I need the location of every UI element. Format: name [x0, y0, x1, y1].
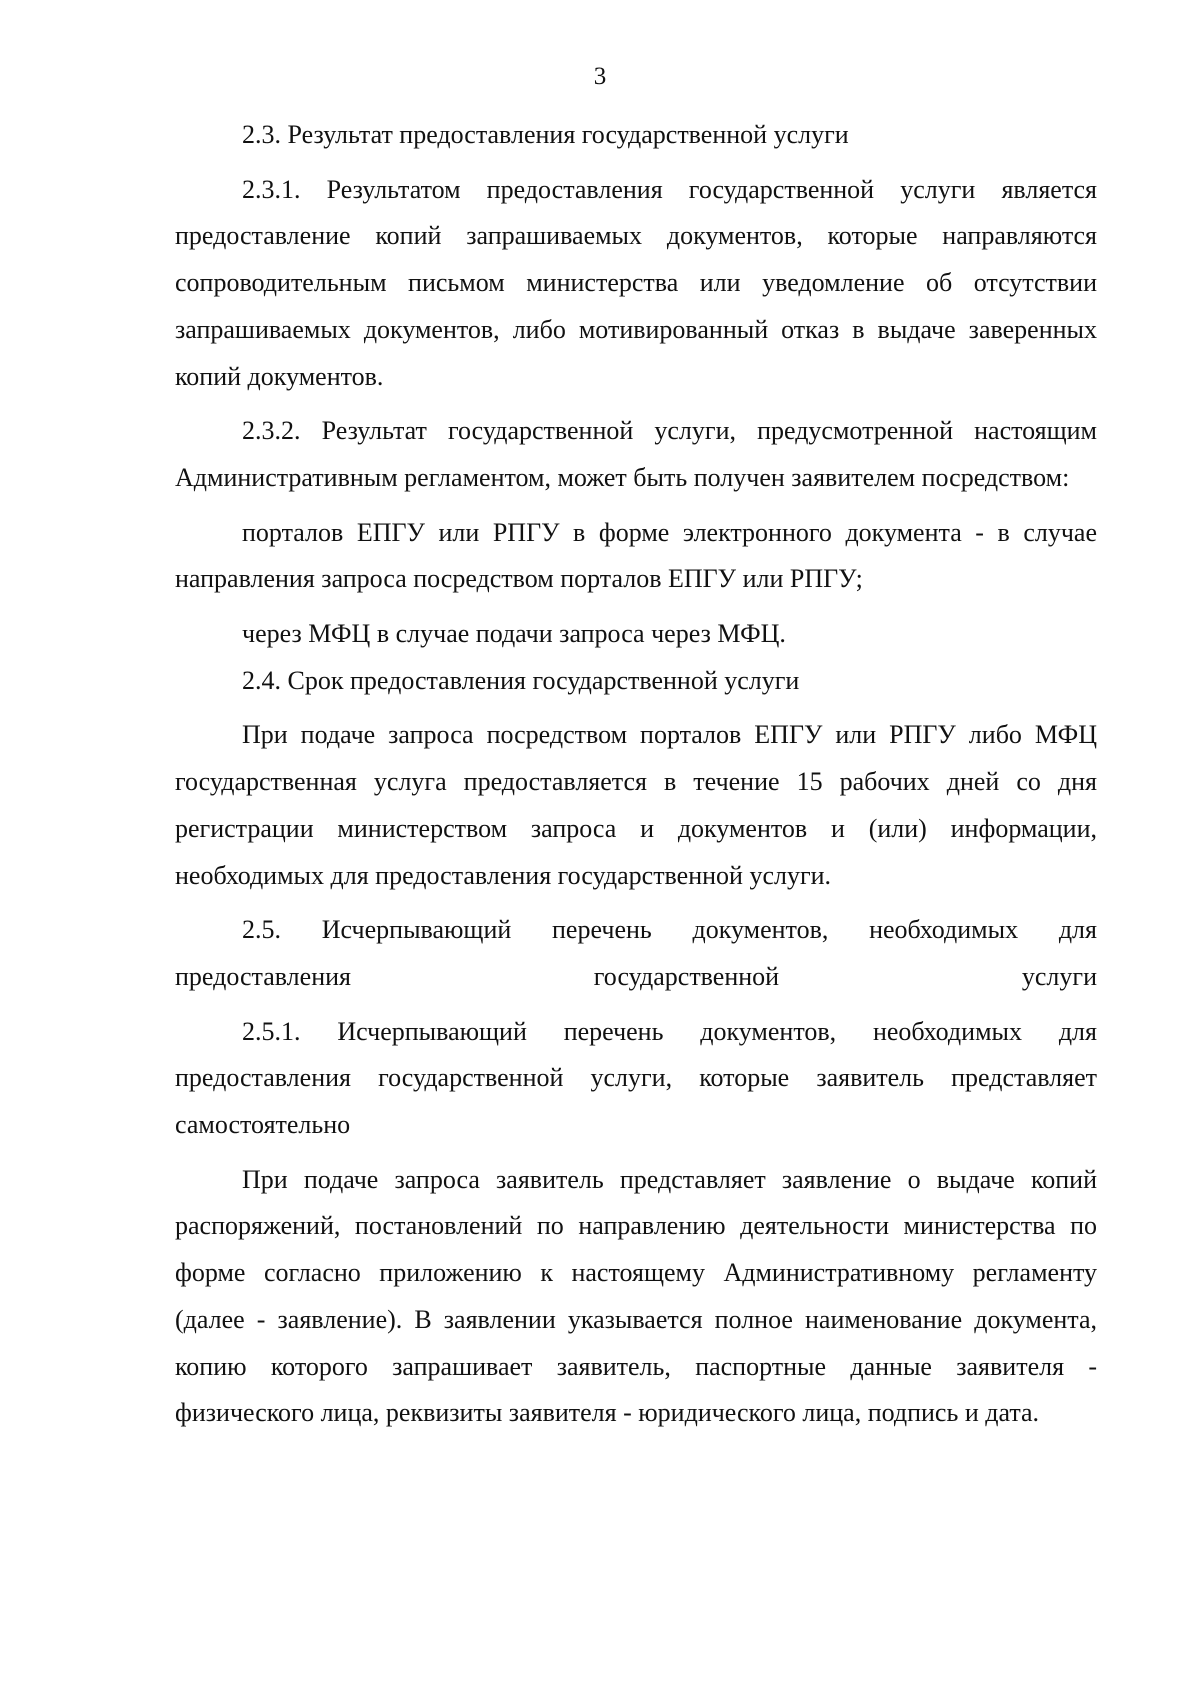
section-heading-2-5: 2.5. Исчерпывающий перечень документов, необходимых для предоставления государственной услуги [175, 915, 1097, 991]
document-body [175, 112, 1097, 1437]
paragraph-portals: порталов ЕПГУ или РПГУ в форме электронного документа - в случае направления запроса посредством порталов ЕПГУ или РПГУ; [175, 517, 1097, 594]
page-number: 3 [593, 63, 607, 90]
paragraph-application: При подаче запроса заявитель представляет заявление о выдаче копий распоряжений, постановлений по направлению деятельности министерства по форме согласно приложению к настоящему Административному регламенту (далее - заявление). В заявлении указывается полное наименование документа, копию которого запрашивает заявитель, паспортные данные заявителя - физического лица, реквизиты заявителя - юридического лица, подпись и дата. [175, 1164, 1097, 1428]
paragraph-term: При подаче запроса посредством порталов ЕПГУ или РПГУ либо МФЦ государственная услуга предоставляется в течение 15 рабочих дней со дня регистрации министерством запроса и документов и (или) информации, необходимых для предоставления государственной услуги. [175, 720, 1097, 890]
section-heading-2-3: 2.3. Результат предоставления государственной услуги [242, 120, 849, 149]
paragraph-2-3-1: 2.3.1. Результатом предоставления государственной услуги является предоставление копий запрашиваемых документов, которые направляются сопроводительным письмом министерства или уведомление об отсутствии запрашиваемых документов, либо мотивированный отказ в выдаче заверенных копий документов. [175, 174, 1097, 391]
paragraph-2-5-1: 2.5.1. Исчерпывающий перечень документов, необходимых для предоставления государственной услуги, которые заявитель представляет самостоятельно [175, 1016, 1097, 1140]
paragraph-2-3-2: 2.3.2. Результат государственной услуги, предусмотренной настоящим Административным регламентом, может быть получен заявителем посредством: [175, 416, 1097, 492]
paragraph-mfc: через МФЦ в случае подачи запроса через МФЦ. [242, 619, 786, 649]
section-heading-2-4: 2.4. Срок предоставления государственной услуги [242, 665, 800, 695]
